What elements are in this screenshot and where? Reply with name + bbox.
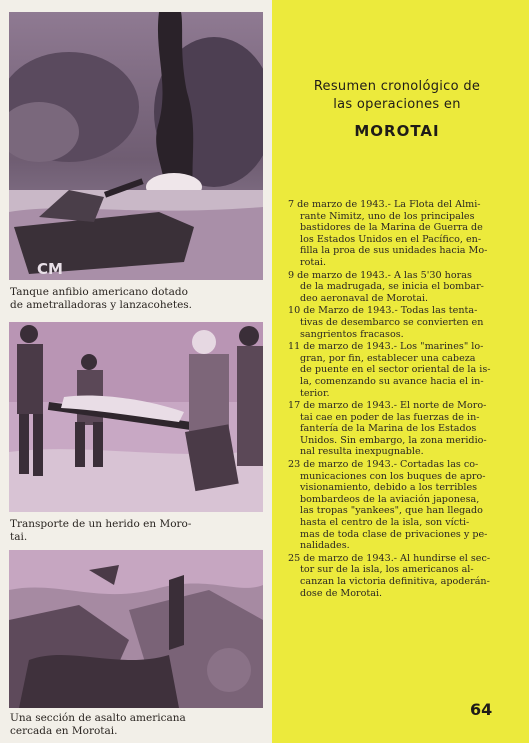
entry-line: tor sur de la isla, los americanos al- — [300, 564, 474, 576]
caption-line: tai. — [10, 531, 28, 543]
entry-line: hasta el centro de la isla, son vícti- — [300, 517, 470, 529]
entry-line: visionamiento, debido a los terribles — [300, 482, 478, 494]
photo-amphibious-tank — [9, 12, 263, 280]
entry-line: Los "marines" lo- — [396, 341, 484, 353]
entry-date: 23 de marzo de 1943.- — [288, 459, 397, 471]
entry-line: bastidores de la Marina de Guerra de — [300, 222, 483, 234]
entry-date: 10 de Marzo de 1943.- — [288, 305, 398, 317]
chronology-entry — [288, 270, 518, 305]
page-number: 64 — [470, 700, 493, 719]
entry-line: de la madrugada, se inicia el bombar- — [300, 281, 484, 293]
title-line-1: Resumen cronológico de — [313, 79, 481, 94]
tank-marking: CM — [37, 260, 63, 278]
caption-photo-2 — [10, 518, 264, 544]
caption-line: cercada en Morotai. — [10, 725, 118, 737]
chronology-entry — [288, 553, 518, 599]
photo-assault-section — [9, 550, 263, 708]
summary-title — [282, 78, 512, 140]
caption-photo-3 — [10, 712, 264, 738]
photo-stretcher-transport — [9, 322, 263, 512]
chronology-entry — [288, 341, 518, 399]
title-line-2: las operaciones en — [333, 97, 461, 112]
caption-photo-1 — [10, 286, 264, 312]
entry-line: canzan la victoria definitiva, apoderán- — [300, 576, 490, 587]
entry-date: 7 de marzo de 1943.- — [288, 199, 391, 210]
entry-date: 17 de marzo de 1943.- — [288, 400, 397, 412]
entry-line: rotai. — [300, 256, 327, 268]
entry-line: municaciones con los buques de apro- — [300, 470, 486, 482]
entry-line: mas de toda clase de privaciones y pe- — [300, 528, 488, 540]
entry-line: dose de Morotai. — [300, 587, 383, 599]
title-place: MOROTAI — [354, 122, 440, 140]
entry-line: Cortadas las co- — [396, 459, 479, 471]
entry-line: bombardeos de la aviación japonesa, — [300, 493, 480, 505]
entry-line: tivas de desembarco se convierten en — [300, 316, 484, 328]
entry-line: tai cae en poder de las fuerzas de in- — [300, 411, 480, 423]
entry-line: El norte de Moro- — [396, 400, 487, 412]
entry-line: A las 5'30 horas — [390, 269, 472, 281]
entry-line: de puente en el sector oriental de la is- — [300, 364, 491, 376]
entry-line: rante Nimitz, uno de los principales — [300, 210, 475, 222]
caption-line: Transporte de un herido en Moro- — [10, 518, 192, 530]
entry-line: Unidos. Sin embargo, la zona meridio- — [300, 434, 487, 446]
entry-line: La Flota del Almi- — [390, 199, 481, 210]
entry-line: la, comenzando su avance hacia el in- — [300, 375, 484, 387]
entry-line: nalidades. — [300, 540, 350, 552]
entry-line: nal resulta inexpugnable. — [300, 446, 424, 458]
entry-line: Todas las tenta- — [397, 305, 478, 317]
chronology-entry — [288, 459, 518, 552]
entry-line: deo aeronaval de Morotai. — [300, 292, 429, 304]
entry-line: fantería de la Marina de los Estados — [300, 423, 477, 435]
entry-line: Al hundirse el sec- — [396, 552, 491, 564]
entry-line: gran, por fin, establecer una cabeza — [300, 352, 476, 364]
chronology-list — [288, 199, 518, 600]
chronology-entry — [288, 400, 518, 458]
entry-line: las tropas "yankees", que han llegado — [300, 505, 483, 517]
entry-date: 11 de marzo de 1943.- — [288, 341, 397, 353]
caption-line: de ametralladoras y lanzacohetes. — [10, 299, 193, 311]
chronology-entry — [288, 199, 518, 269]
entry-line: terior. — [300, 387, 330, 399]
caption-line: Tanque anfibio americano dotado — [10, 286, 188, 298]
chronology-entry — [288, 305, 518, 340]
entry-line: los Estados Unidos en el Pacífico, en- — [300, 233, 482, 245]
entry-date: 9 de marzo de 1943.- — [288, 269, 391, 281]
entry-line: filla la proa de sus unidades hacia Mo- — [300, 245, 488, 257]
entry-date: 25 de marzo de 1943.- — [288, 552, 397, 564]
entry-line: sangrientos fracasos. — [300, 328, 404, 340]
caption-line: Una sección de asalto americana — [10, 712, 186, 724]
